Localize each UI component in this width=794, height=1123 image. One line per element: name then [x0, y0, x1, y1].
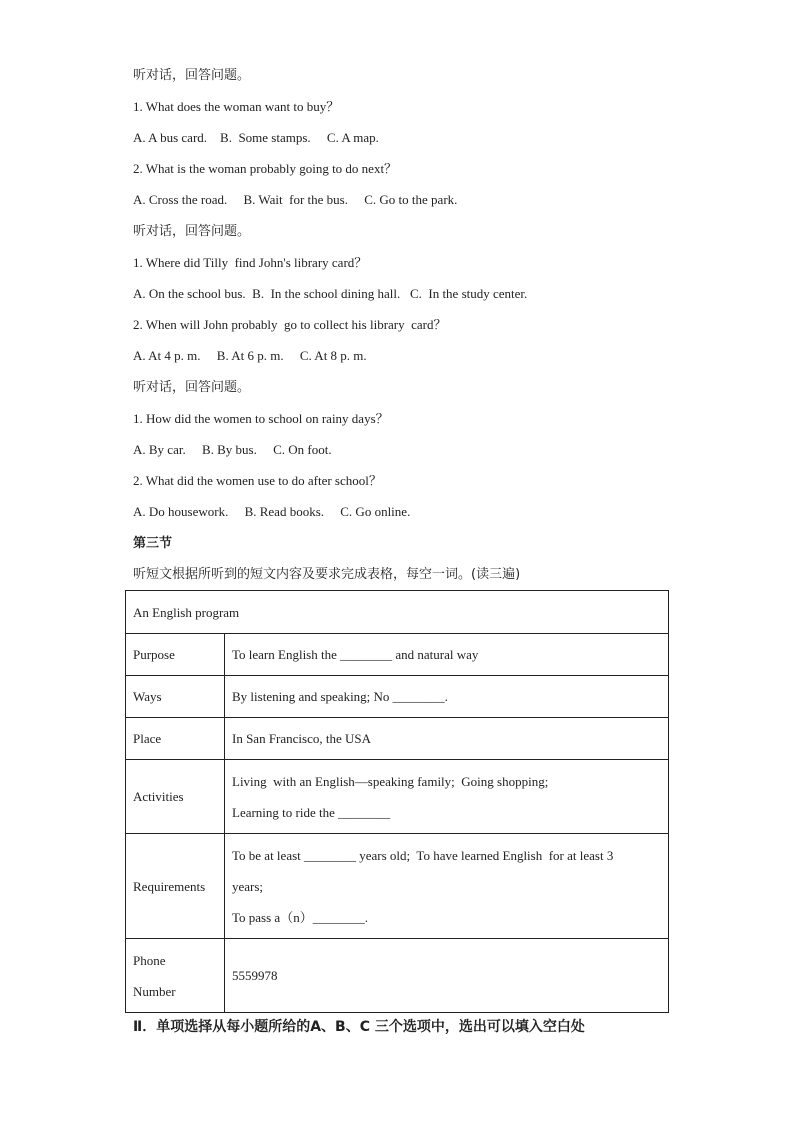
row-value-purpose: To learn English the ________ and natural way	[225, 634, 669, 676]
section-1-question-1: 1. What does the woman want to buy？	[133, 99, 340, 114]
row-label-requirements: Requirements	[126, 834, 225, 939]
table-row	[126, 760, 669, 834]
row-label-ways: Ways	[126, 676, 225, 718]
table-row	[126, 834, 669, 939]
section-2-instruction: 听对话，回答问题。	[133, 224, 251, 239]
program-table	[125, 590, 669, 1013]
section-1-question-2: 2. What is the woman probably going to do next？	[133, 161, 398, 176]
section-3-question-2: 2. What did the women use to do after school？	[133, 473, 382, 488]
requirements-line-1: To be at least ________ years old; To have learned English for at least 3	[232, 847, 614, 863]
section-3-question-1-options: A. By car. B. By bus. C. On foot.	[133, 442, 332, 457]
phone-label-line-1: Phone	[133, 952, 166, 968]
table-row	[126, 676, 669, 718]
table-row	[126, 718, 669, 760]
row-value-phone-number: 5559978	[225, 939, 669, 1013]
section-3-instruction: 听对话，回答问题。	[133, 380, 251, 395]
row-value-place: In San Francisco, the USA	[225, 718, 669, 760]
row-label-place: Place	[126, 718, 225, 760]
table-title: An English program	[126, 591, 669, 634]
section-1-instruction: 听对话，回答问题。	[133, 68, 251, 83]
part-3-instruction: 听短文根据所听到的短文内容及要求完成表格，每空一词。(读三遍)	[133, 567, 521, 582]
section-1-question-2-options: A. Cross the road. B. Wait for the bus. C. Go to the park.	[133, 192, 458, 207]
section-2-question-1: 1. Where did Tilly find John's library card？	[133, 255, 368, 270]
section-3-question-1: 1. How did the women to school on rainy days？	[133, 411, 389, 426]
section-2-question-2-options: A. At 4 p. m. B. At 6 p. m. C. At 8 p. m.	[133, 348, 367, 363]
section-3-question-2-options: A. Do housework. B. Read books. C. Go online.	[133, 504, 411, 519]
table-row	[126, 634, 669, 676]
row-value-ways: By listening and speaking; No ________.	[225, 676, 669, 718]
row-label-phone-number	[126, 939, 225, 1013]
section-2-question-1-options: A. On the school bus. B. In the school dining hall. C. In the study center.	[133, 286, 528, 301]
requirements-line-2: years;	[232, 878, 264, 894]
table-title-row	[126, 591, 669, 634]
activities-line-2: Learning to ride the ________	[232, 804, 391, 820]
activities-line-1: Living with an English—speaking family; Going shopping;	[232, 773, 549, 789]
part-3-heading: 第三节	[133, 536, 173, 551]
table-row	[126, 939, 669, 1013]
section-2-question-2: 2. When will John probably go to collect his library card？	[133, 317, 447, 332]
row-label-activities: Activities	[126, 760, 225, 834]
requirements-line-3: To pass a（n）________.	[232, 909, 368, 925]
row-value-requirements	[225, 834, 669, 939]
row-value-activities	[225, 760, 669, 834]
section-1-question-1-options: A. A bus card. B. Some stamps. C. A map.	[133, 130, 379, 145]
part-2-heading: Ⅱ．单项选择从每小题所给的A、B、C 三个选项中，选出可以填入空白处	[133, 1019, 585, 1035]
phone-label-line-2: Number	[133, 983, 176, 999]
row-label-purpose: Purpose	[126, 634, 225, 676]
